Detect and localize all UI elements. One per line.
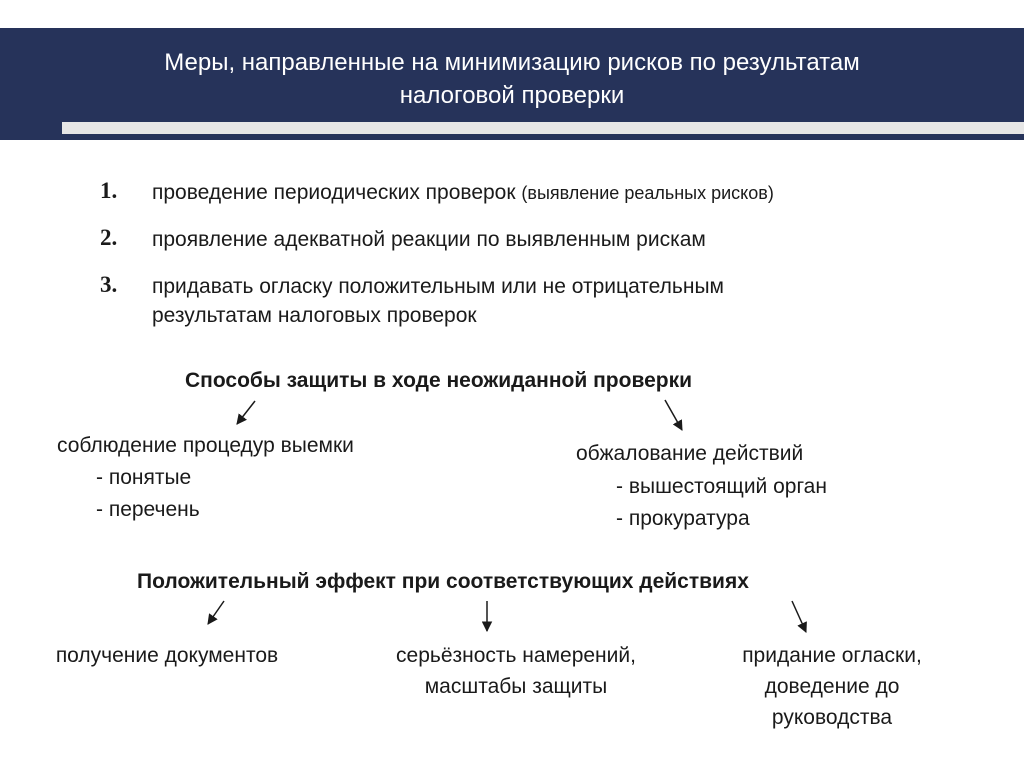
measure-text-line-1: придавать огласку положительным или не отрицательным	[152, 275, 724, 298]
effect-heading: Положительный эффект при соответствующих действиях	[137, 570, 749, 593]
measure-number: 3.	[100, 272, 118, 297]
effect-col1-line-1: получение документов	[55, 644, 279, 667]
measure-text-line-2: результатам налоговых проверок	[152, 304, 477, 327]
measure-main-text: проведение периодических проверок	[152, 181, 516, 204]
protection-right-item: - вышестоящий орган	[616, 475, 827, 498]
protection-left-item: - перечень	[96, 498, 200, 521]
slide-title-line-1: Меры, направленные на минимизацию рисков по результатам	[164, 49, 860, 76]
measure-number: 1.	[100, 178, 118, 203]
arrow-down-right-icon	[665, 400, 682, 430]
protection-heading: Способы защиты в ходе неожиданной проверки	[185, 369, 693, 392]
effect-col3-line-3: руководства	[771, 706, 893, 729]
protection-right-item: - прокуратура	[616, 507, 750, 530]
protection-left-item: - понятые	[96, 466, 192, 489]
arrow-down-left-icon	[237, 401, 255, 424]
arrow-down-left-icon	[208, 601, 224, 624]
effect-col2-line-2: масштабы защиты	[424, 675, 608, 698]
effect-col2-line-1: серьёзность намерений,	[396, 644, 636, 667]
protection-left-title: соблюдение процедур выемки	[57, 434, 354, 457]
arrow-down-right-icon	[792, 601, 806, 632]
measure-note: (выявление реальных рисков)	[521, 183, 774, 203]
protection-right-title: обжалование действий	[576, 442, 804, 465]
slide-title-line-2: налоговой проверки	[399, 82, 625, 109]
effect-col3-line-2: доведение до	[764, 675, 900, 698]
measure-text: проявление адекватной реакции по выявленным рискам	[152, 228, 706, 251]
effect-col3-line-1: придание огласки,	[742, 644, 922, 667]
measure-number: 2.	[100, 225, 118, 250]
